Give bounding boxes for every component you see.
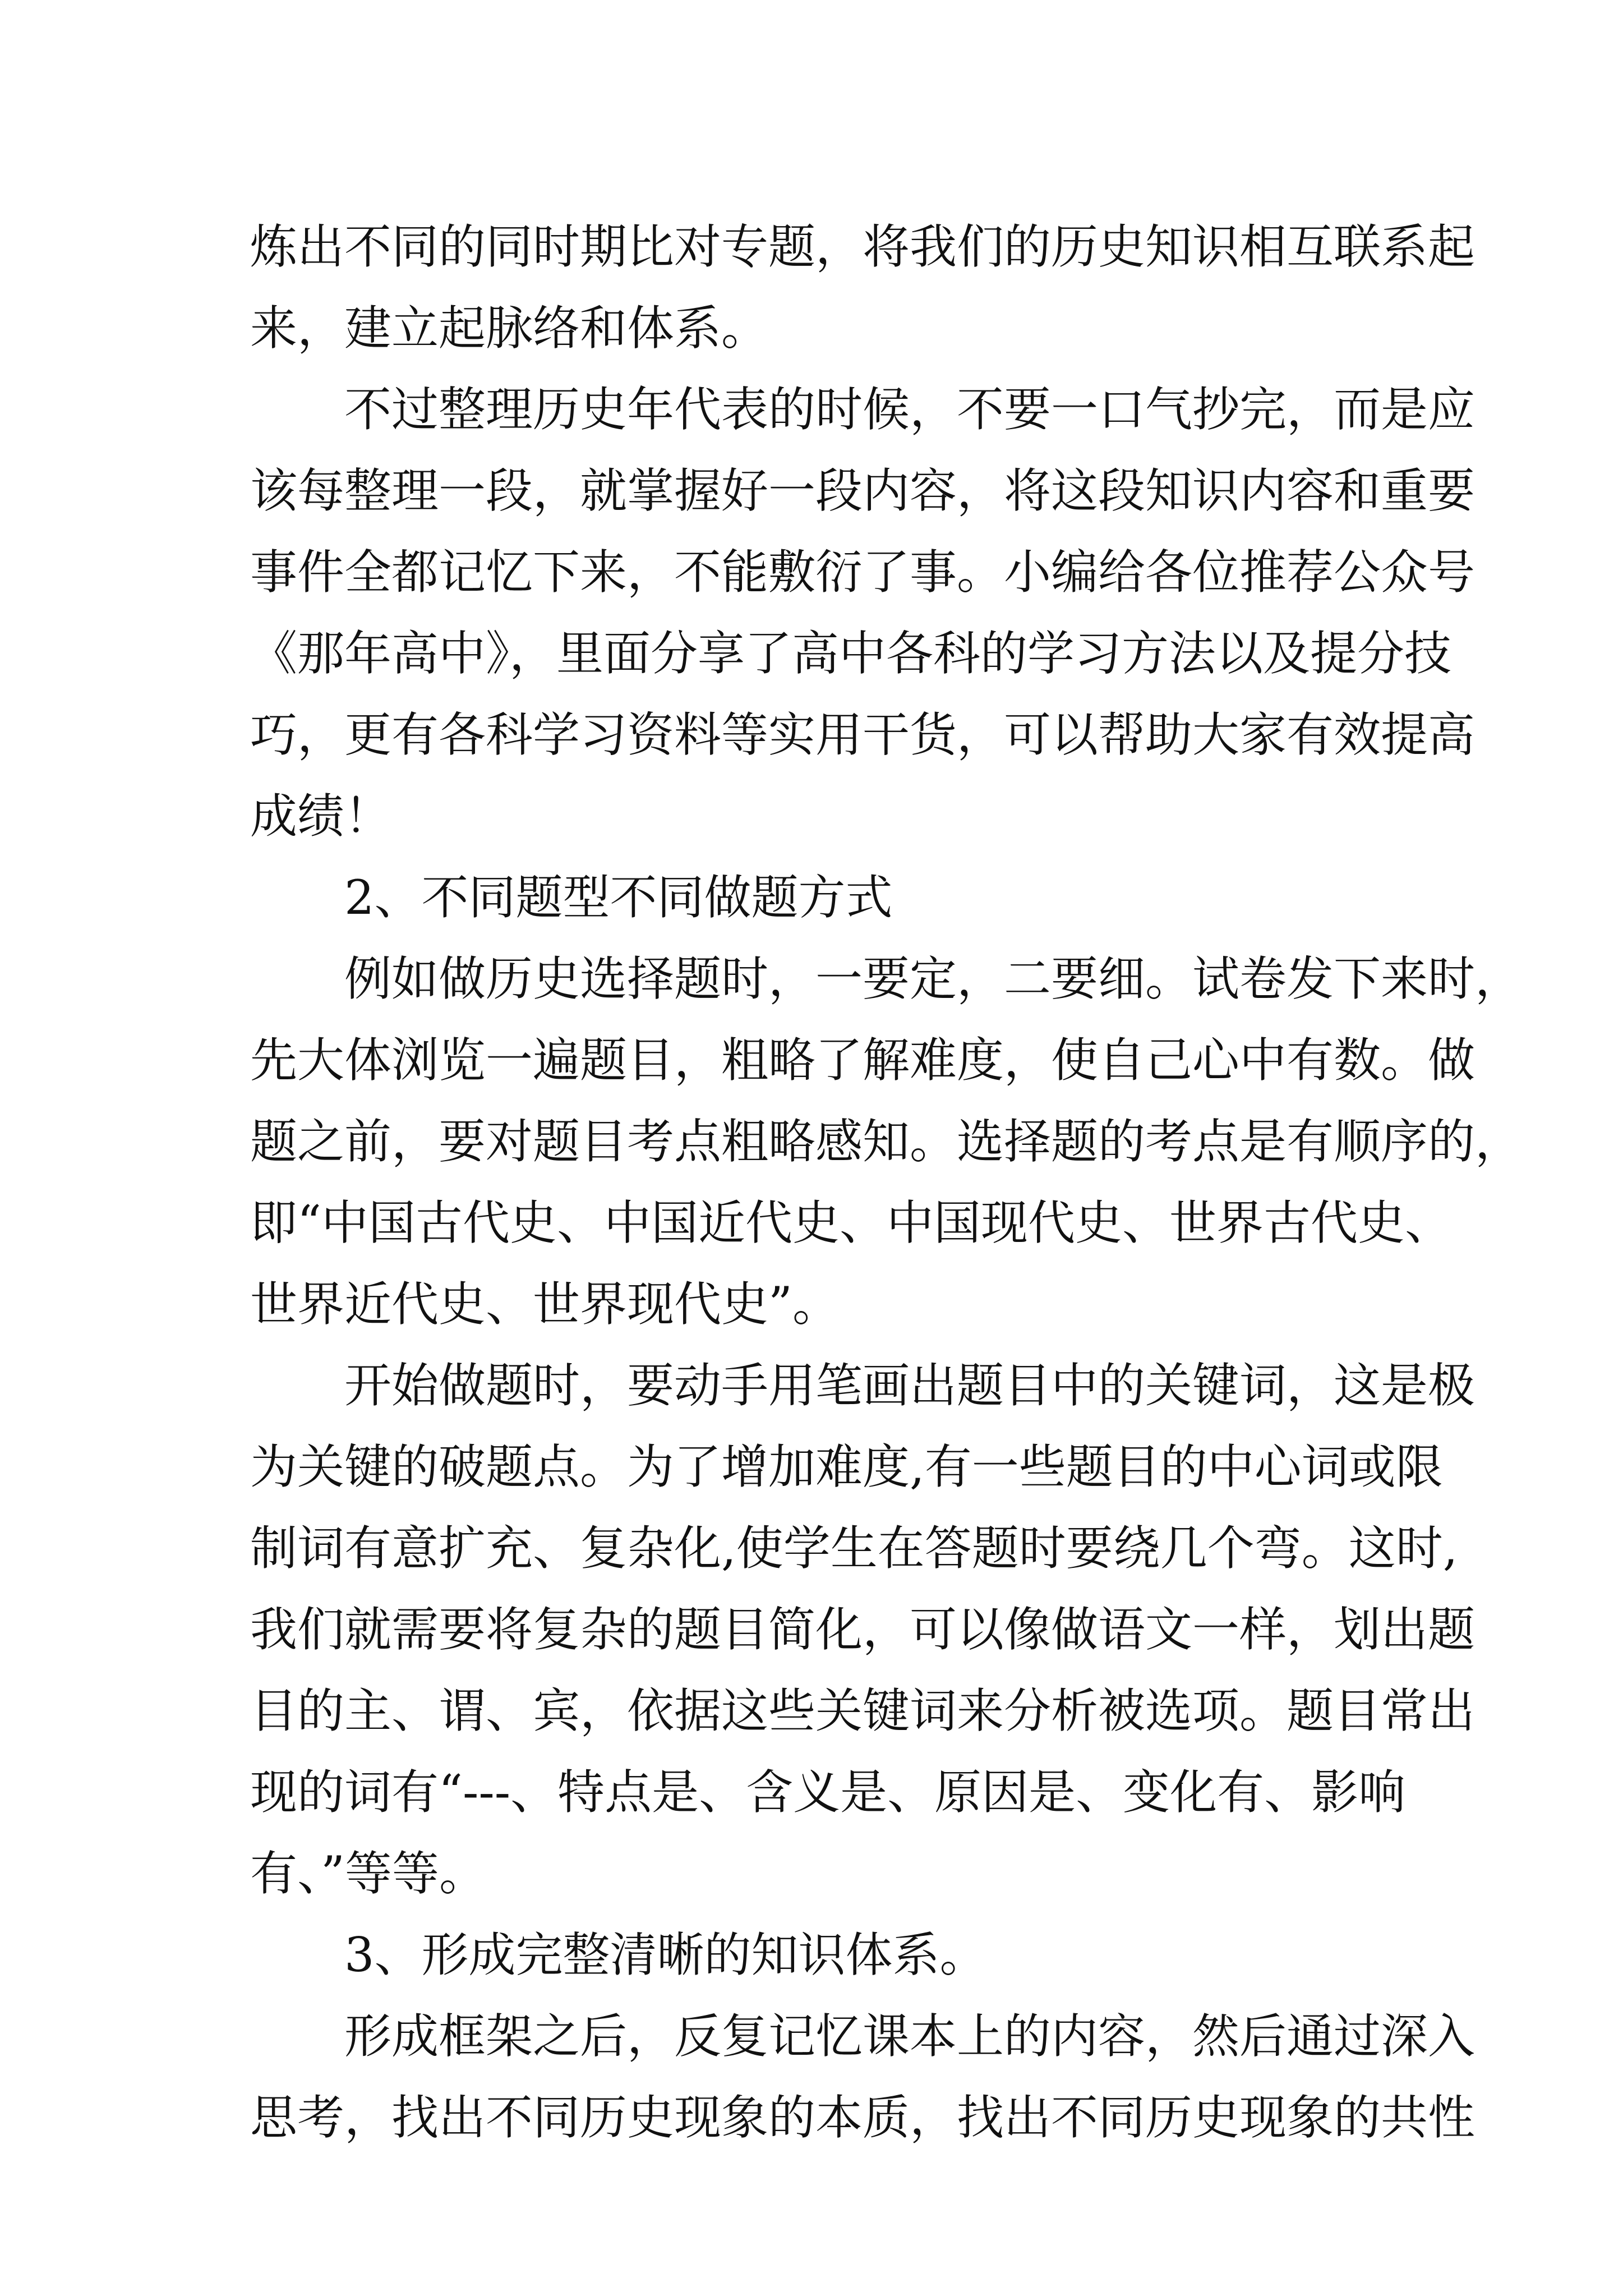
text-line: 题之前，要对题目考点粗略感知。选择题的考点是有顺序的， [250, 1114, 1523, 1169]
section-heading: 3、形成完整清晰的知识体系。 [344, 1927, 987, 1982]
text-line: 《那年高中》，里面分享了高中各科的学习方法以及提分技 [250, 626, 1452, 681]
text-line: 事件全都记忆下来，不能敷衍了事。小编给各位推荐公众号 [250, 545, 1476, 600]
text-line: 目的主、谓、宾，依据这些关键词来分析被选项。题目常出 [250, 1683, 1476, 1738]
paragraph-start-line: 不过整理历史年代表的时候，不要一口气抄完，而是应 [344, 382, 1476, 437]
text-line: 制词有意扩充、复杂化,使学生在答题时要绕几个弯。这时, [250, 1521, 1458, 1576]
text-line: 我们就需要将复杂的题目简化，可以像做语文一样，划出题 [250, 1602, 1476, 1657]
text-line: 思考，找出不同历史现象的本质，找出不同历史现象的共性 [250, 2090, 1476, 2145]
text-line: 炼出不同的同时期比对专题，将我们的历史知识相互联系起 [250, 219, 1476, 274]
text-line: 该每整理一段，就掌握好一段内容，将这段知识内容和重要 [250, 463, 1476, 518]
paragraph-start-line: 形成框架之后，反复记忆课本上的内容，然后通过深入 [344, 2009, 1476, 2064]
text-line: 来，建立起脉络和体系。 [250, 301, 769, 356]
text-line: 现的词有“---、特点是、含义是、原因是、变化有、影响 [250, 1765, 1406, 1820]
paragraph-start-line: 例如做历史选择题时，一要定，二要细。试卷发下来时， [344, 951, 1523, 1006]
text-line: 先大体浏览一遍题目，粗略了解难度，使自己心中有数。做 [250, 1033, 1476, 1088]
paragraph-start-line: 开始做题时，要动手用笔画出题目中的关键词，这是极 [344, 1358, 1476, 1413]
text-line: 巧，更有各科学习资料等实用干货，可以帮助大家有效提高 [250, 707, 1476, 762]
text-line: 有、”等等。 [250, 1846, 486, 1901]
text-line: 成绩！ [250, 789, 392, 844]
section-heading: 2、不同题型不同做题方式 [344, 870, 893, 925]
text-line: 即“中国古代史、中国近代史、中国现代史、世界古代史、 [250, 1195, 1452, 1250]
document-body [250, 206, 1523, 2159]
text-line: 世界近代史、世界现代史”。 [250, 1277, 840, 1332]
text-line: 为关键的破题点。为了增加难度,有一些题目的中心词或限 [250, 1439, 1443, 1494]
